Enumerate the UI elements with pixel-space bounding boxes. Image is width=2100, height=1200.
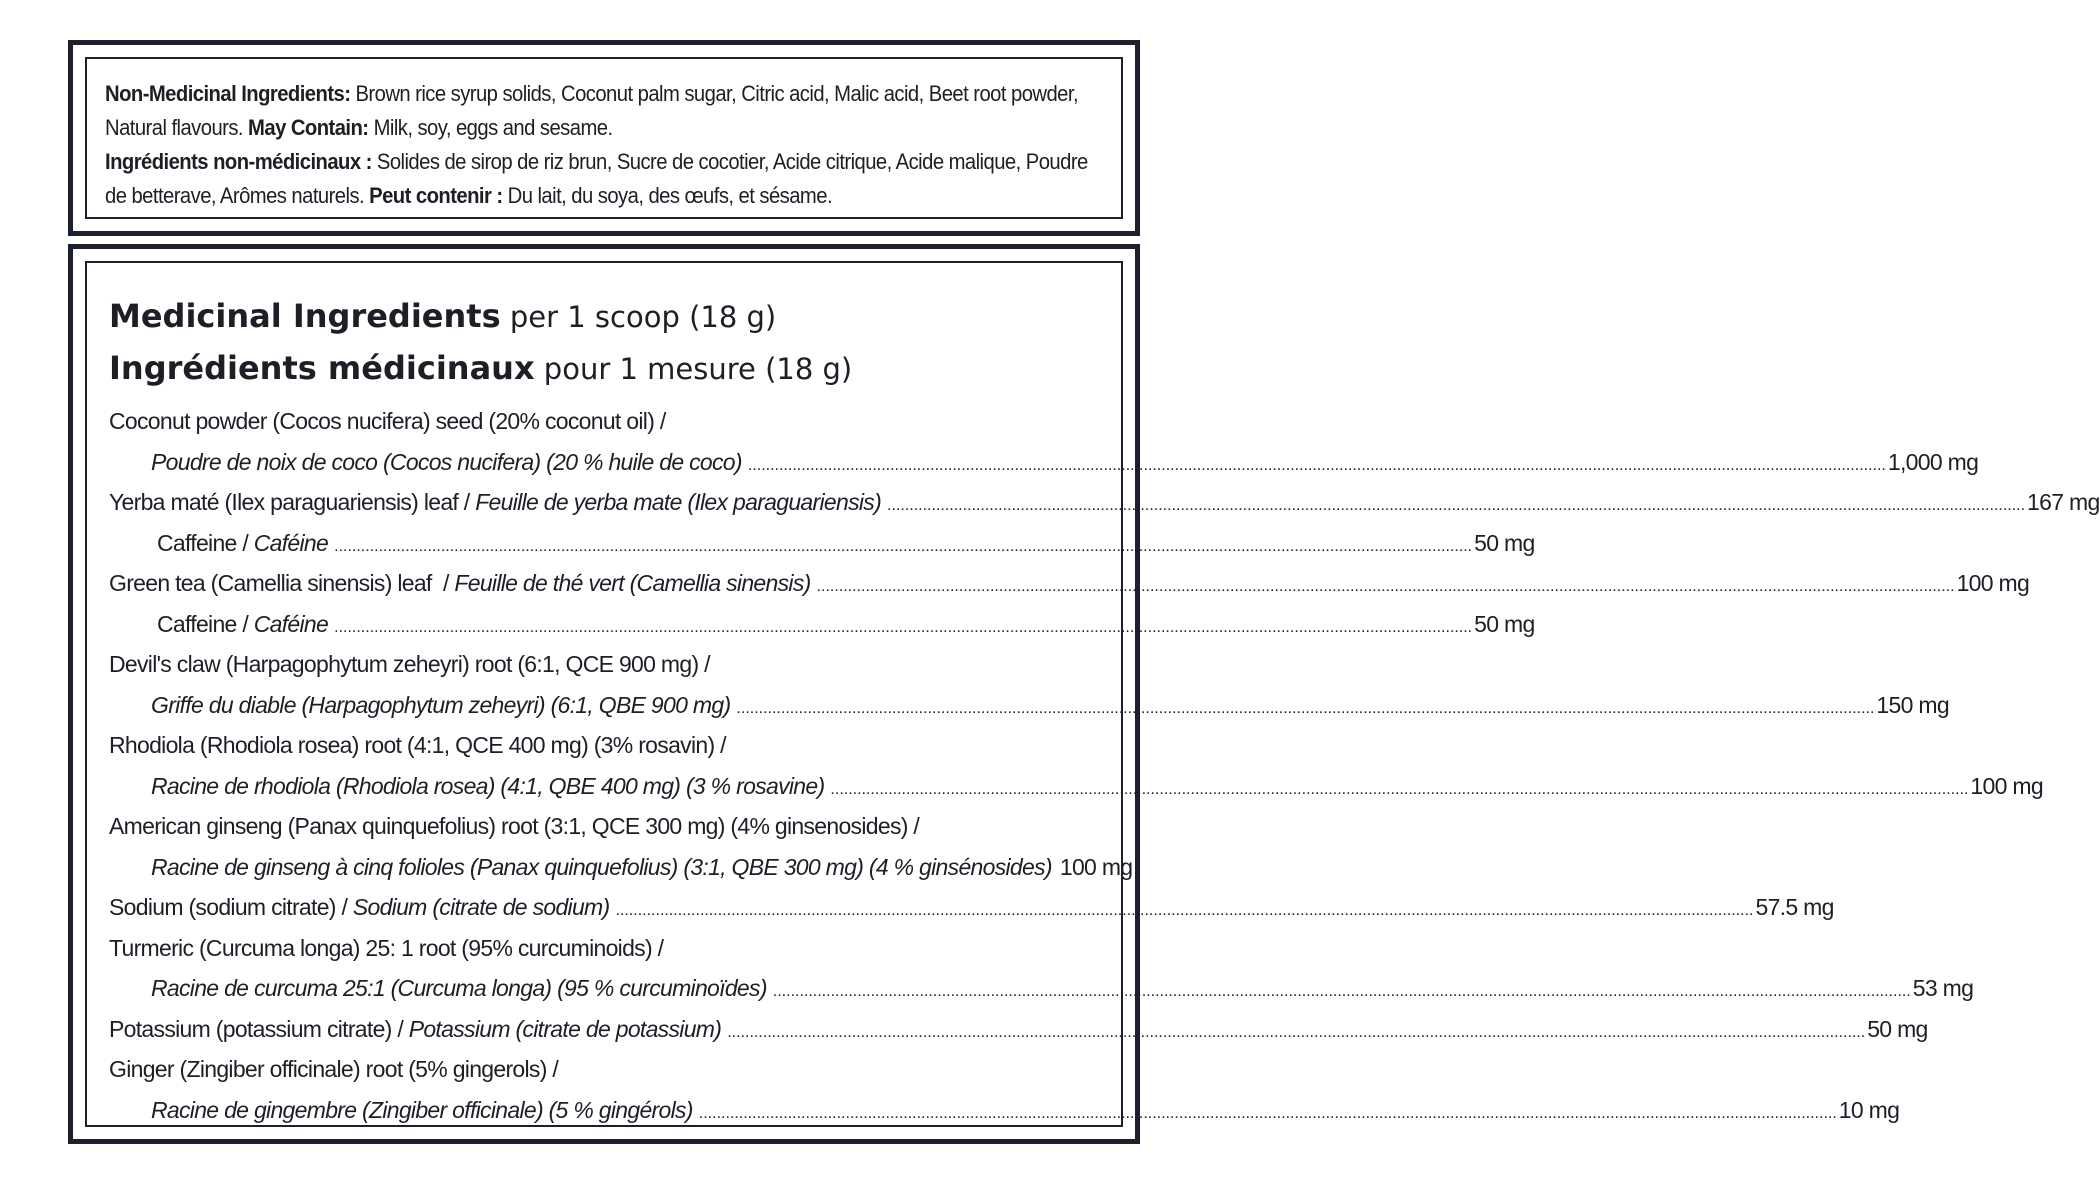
medicinal-panel [68,244,2100,1144]
non-medicinal-panel [68,40,1140,236]
ingredient-line [109,766,2043,807]
ingredient-fr: Racine de curcuma 25:1 (Curcuma longa) (95 % curcuminoïdes) [151,975,767,1001]
ingredient-amount: 53 mg [1912,975,1974,1001]
ingredient-line [109,482,2100,523]
ingredient-line [109,1049,1099,1090]
ingredient-amount: 10 mg [1838,1096,1900,1123]
ingredient-line [109,604,1535,645]
ingredient-amount: 100 mg [1956,570,2030,596]
ingredient-amount: 57.5 mg [1755,894,1834,920]
ingredient-fr: Caféine [253,610,329,637]
ingredient-fr: Racine de gingembre (Zingiber officinale) (5 % gingérols) [151,1096,693,1123]
ingredient-fr: Feuille de yerba mate (Ilex paraguariensis) [475,489,882,515]
non-medicinal-text [105,77,1101,213]
ingredient-line [109,968,1974,1009]
dot-leader [334,608,1472,649]
heading-en-bold: Medicinal Ingredients [109,297,501,335]
ingredient-fr: Feuille de thé vert (Camellia sinensis) [454,570,811,596]
medicinal-frame [85,261,2100,1127]
dot-leader [736,689,1874,730]
ingredient-en: Coconut powder (Cocos nucifera) seed (20% coconut oil) / [109,408,666,434]
ingredient-en: Rhodiola (Rhodiola rosea) root (4:1, QCE 400 mg) (3% rosavin) / [109,732,726,758]
ingredient-line [109,806,1099,847]
ingredient-line [109,644,1099,685]
nm-en-may-label: May Contain: [248,115,369,140]
nm-en-label: Non-Medicinal Ingredients: [105,81,351,106]
heading-en [109,293,1099,345]
dot-leader [830,770,1968,811]
dot-leader [773,972,1911,1013]
ingredient-amount: 1,000 mg [1887,448,1979,475]
medicinal-heading [109,293,1099,397]
nm-fr-text: Solides de sirop de riz brun, Sucre de cocotier, Acide citrique, Acide malique, Poudre de betterave, Arômes naturels. [105,149,1088,208]
heading-en-rest: per 1 scoop (18 g) [500,300,777,334]
ingredient-en: American ginseng (Panax quinquefolius) root (3:1, QCE 300 mg) (4% ginsenosides) / [109,813,920,839]
ingredient-en: Green tea (Camellia sinensis) leaf / [109,570,455,596]
ingredient-amount: 150 mg [1876,691,1949,718]
nm-fr-label: Ingrédients non-médicinaux : [105,149,372,174]
dot-leader [615,891,1753,932]
ingredient-line [109,1009,1928,1050]
ingredient-en: Yerba maté (Ilex paraguariensis) leaf / [109,489,476,515]
ingredient-en: Sodium (sodium citrate) / [109,894,353,920]
ingredient-line [109,847,1133,888]
dot-leader [748,446,1886,487]
ingredient-fr: Caféine [253,529,329,556]
nm-fr-may-text: Du lait, du soya, des œufs, et sésame. [502,183,833,208]
heading-fr-bold: Ingrédients médicinaux [109,349,535,387]
ingredient-fr: Poudre de noix de coco (Cocos nucifera) (20 % huile de coco) [151,448,742,475]
heading-fr [109,345,1099,397]
ingredient-en: Turmeric (Curcuma longa) 25: 1 root (95% curcuminoids) / [109,934,664,961]
ingredient-en: Caffeine / [157,529,254,556]
ingredient-line [109,1090,1900,1131]
nm-fr-may-label: Peut contenir : [369,183,503,208]
ingredient-line [109,887,1834,928]
ingredient-amount: 50 mg [1474,529,1535,556]
heading-fr-rest: pour 1 mesure (18 g) [534,352,853,386]
ingredient-fr: Racine de rhodiola (Rhodiola rosea) (4:1, QBE 400 mg) (3 % rosavine) [151,772,825,799]
ingredient-line [109,725,1099,766]
ingredient-line [109,401,1099,442]
dot-leader [334,527,1472,568]
nm-en-text: Brown rice syrup solids, Coconut palm sugar, Citric acid, Malic acid, Beet root powder, Natural flavours. [105,81,1079,140]
ingredient-amount: 100 mg [1059,853,1133,880]
dot-leader [699,1094,1837,1135]
ingredient-fr: Potassium (citrate de potassium) [408,1015,722,1042]
ingredient-amount: 167 mg [2027,489,2100,515]
ingredient-en: Devil's claw (Harpagophytum zeheyri) root (6:1, QCE 900 mg) / [109,651,710,677]
ingredient-list [109,401,2100,1130]
ingredient-line [109,442,1979,483]
ingredient-line [109,523,1535,564]
ingredient-line [109,928,1099,969]
ingredient-fr: Racine de ginseng à cinq folioles (Panax quinquefolius) (3:1, QBE 300 mg) (4 % ginsénosides) [151,853,1052,880]
non-medicinal-frame [85,57,1123,219]
ingredient-amount: 50 mg [1474,610,1535,637]
ingredient-en: Caffeine / [157,610,254,637]
ingredient-en: Potassium (potassium citrate) / [109,1015,409,1042]
ingredient-fr: Griffe du diable (Harpagophytum zeheyri) (6:1, QBE 900 mg) [151,691,731,718]
dot-leader [887,486,2025,527]
ingredient-amount: 100 mg [1970,772,2043,799]
ingredient-line [109,563,2030,604]
ingredient-en: Ginger (Zingiber officinale) root (5% gingerols) / [109,1056,559,1082]
dot-leader [817,567,1955,608]
nm-en-may-text: Milk, soy, eggs and sesame. [368,115,613,140]
ingredient-line [109,685,1949,726]
ingredient-amount: 50 mg [1867,1015,1928,1042]
dot-leader [727,1013,1865,1054]
ingredient-fr: Sodium (citrate de sodium) [352,894,610,920]
